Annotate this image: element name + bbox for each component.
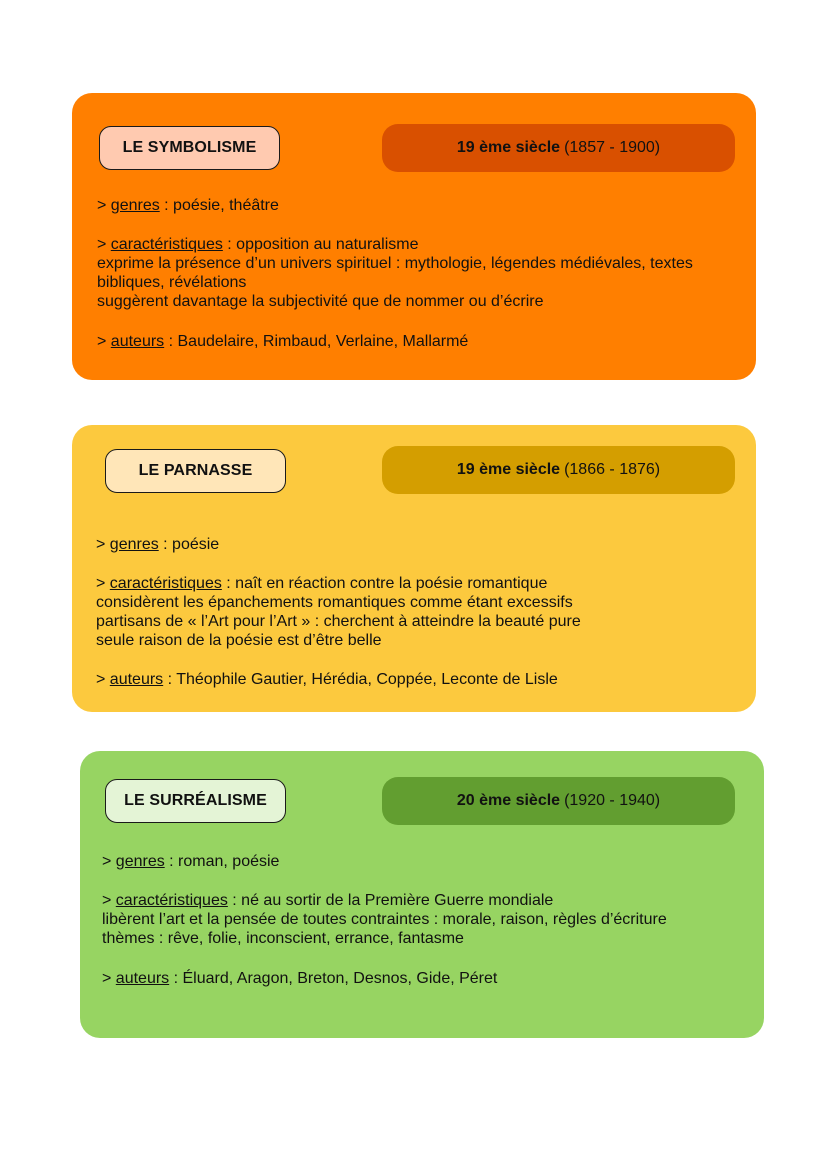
genres-line: > genres : roman, poésie [102, 853, 280, 870]
carac-line: > caractéristiques : opposition au naturalisme [97, 236, 419, 253]
range-text: (1920 - 1940) [564, 792, 661, 809]
range-text: (1857 - 1900) [564, 139, 661, 156]
title-surrealisme [105, 779, 286, 823]
date-surrealisme [382, 777, 735, 825]
carac-detail: libèrent l’art et la pensée de toutes contraintes : morale, raison, règles d’écriture [102, 911, 667, 928]
carac-label: caractéristiques [110, 236, 223, 253]
carac-label: caractéristiques [109, 575, 222, 592]
auteurs-label: auteurs [110, 333, 165, 350]
carac-detail: thèmes : rêve, folie, inconscient, errance, fantasme [102, 930, 464, 947]
century-text: 20 ème siècle [456, 792, 561, 809]
genres-line: > genres : poésie, théâtre [97, 197, 279, 214]
carac-detail: partisans de « l’Art pour l’Art » : cherchent à atteindre la beauté pure [96, 613, 581, 630]
card-parnasse [72, 425, 756, 712]
genres-label: genres [115, 853, 165, 870]
card-surrealisme [80, 751, 764, 1038]
auteurs-line: > auteurs : Théophile Gautier, Hérédia, Coppée, Leconte de Lisle [96, 671, 558, 688]
title-text: LE PARNASSE [138, 462, 253, 479]
genres-label: genres [110, 197, 160, 214]
century-text: 19 ème siècle [456, 139, 561, 156]
auteurs-label: auteurs [115, 970, 170, 987]
century-text: 19 ème siècle [456, 461, 561, 478]
date-symbolisme [382, 124, 735, 172]
carac-detail: exprime la présence d’un univers spirituel : mythologie, légendes médiévales, textes [97, 255, 693, 272]
card-symbolisme [72, 93, 756, 380]
title-text: LE SYMBOLISME [122, 139, 257, 156]
title-parnasse [105, 449, 286, 493]
carac-detail: considèrent les épanchements romantiques comme étant excessifs [96, 594, 573, 611]
carac-label: caractéristiques [115, 892, 228, 909]
title-symbolisme [99, 126, 280, 170]
carac-detail: suggèrent davantage la subjectivité que de nommer ou d’écrire [97, 293, 544, 310]
auteurs-line: > auteurs : Baudelaire, Rimbaud, Verlaine, Mallarmé [97, 333, 469, 350]
carac-line: > caractéristiques : né au sortir de la Première Guerre mondiale [102, 892, 554, 909]
carac-line: > caractéristiques : naît en réaction contre la poésie romantique [96, 575, 548, 592]
genres-label: genres [109, 536, 159, 553]
title-text: LE SURRÉALISME [124, 792, 267, 809]
auteurs-label: auteurs [109, 671, 164, 688]
auteurs-line: > auteurs : Éluard, Aragon, Breton, Desnos, Gide, Péret [102, 970, 498, 987]
range-text: (1866 - 1876) [564, 461, 661, 478]
genres-line: > genres : poésie [96, 536, 220, 553]
date-parnasse [382, 446, 735, 494]
carac-detail: seule raison de la poésie est d’être belle [96, 632, 382, 649]
carac-detail: bibliques, révélations [97, 274, 247, 291]
